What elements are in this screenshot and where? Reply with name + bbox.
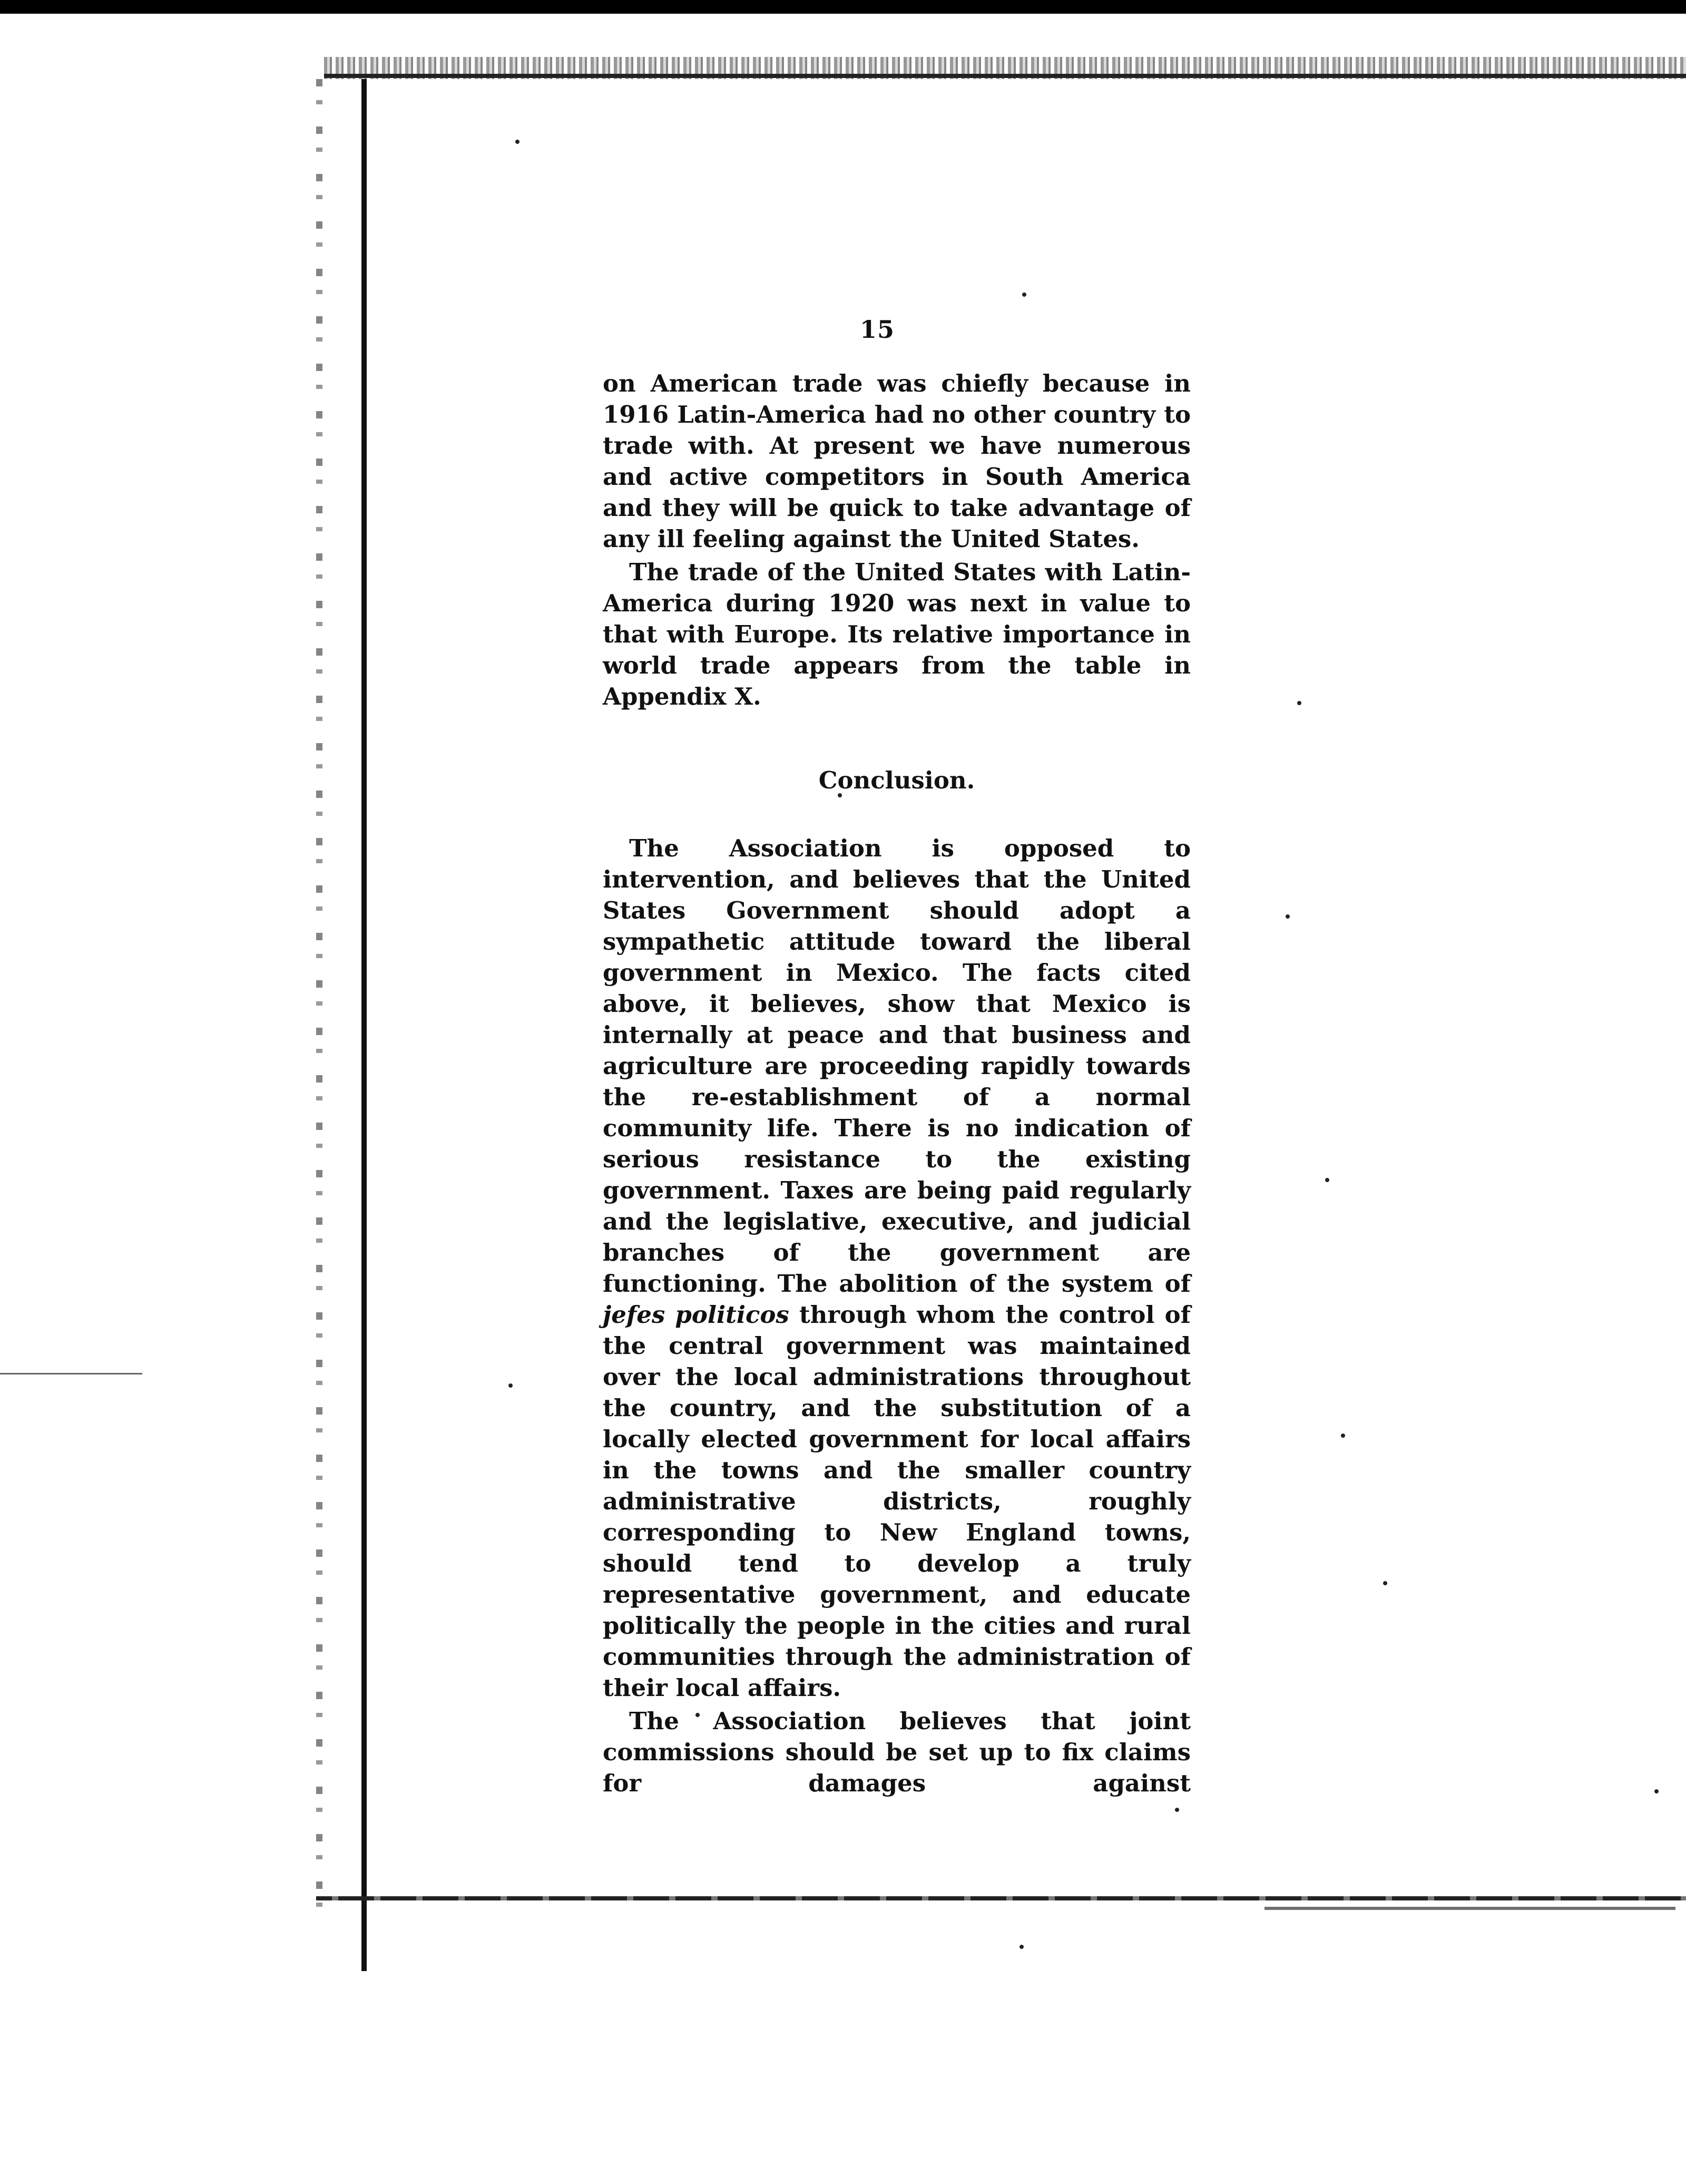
scan-speck bbox=[1286, 914, 1290, 919]
paragraph-conclusion-1 bbox=[603, 833, 1191, 1703]
scan-speck bbox=[508, 1383, 513, 1388]
scan-speck bbox=[1175, 1808, 1179, 1812]
conclusion-text-part-2: through whom the control of the central government was maintained over the local administrations throughout the country, and the substitution of a locally elected government for local affairs in the towns and the smaller country administrative districts, roughly corresponding to New England towns, should tend to develop a truly representative government, and educate politically the people in the cities and rural communities through the administration of their local affairs. bbox=[603, 1301, 1191, 1702]
paragraph-conclusion-2: The Association believes that joint commissions should be set up to fix claims for damages against bbox=[603, 1707, 1191, 1797]
scan-speck bbox=[1020, 1945, 1024, 1949]
scan-speck bbox=[1022, 292, 1026, 297]
scan-speck bbox=[515, 140, 519, 144]
page-number: 15 bbox=[859, 315, 895, 344]
scan-bottom-edge bbox=[316, 1896, 1686, 1900]
scan-left-stripe bbox=[316, 79, 322, 1924]
conclusion-italic-term: jefes politicos bbox=[603, 1301, 789, 1329]
scan-top-edge-line bbox=[324, 74, 1686, 78]
scan-speck bbox=[1654, 1789, 1659, 1793]
section-heading: Conclusion. bbox=[818, 766, 975, 794]
scan-speck bbox=[1297, 701, 1301, 705]
conclusion-text-part-1: The Association is opposed to intervention, and believes that the United States Government should adopt a sympathetic attitude toward the liberal government in Mexico. The facts cited above, it believes, show that Mexico is internally at peace and that business and agriculture are proceeding rapidly towards the re-establishment of a normal community life. There is no indication of serious resistance to the existing government. Taxes are being paid regularly and the legislative, executive, and judicial branches of the government are functioning. The abolition of the system of bbox=[603, 834, 1191, 1298]
scan-left-hairline bbox=[0, 1373, 142, 1374]
scan-speck bbox=[1341, 1434, 1345, 1438]
text-column bbox=[603, 368, 1191, 1799]
scan-bottom-edge-fragment bbox=[1264, 1907, 1675, 1910]
scan-left-spine bbox=[361, 79, 367, 1971]
scan-top-border bbox=[0, 0, 1686, 14]
paragraph-continued: on American trade was chiefly because in 1916 Latin-America had no other country to trade with. At present we have numerous and active competitors in South America and they will be quick to take advantage of any ill feeling against the United States. bbox=[603, 369, 1191, 553]
scan-speck bbox=[1383, 1581, 1387, 1585]
scan-speck bbox=[1325, 1178, 1329, 1182]
paragraph-trade-1920: The trade of the United States with Latin-America during 1920 was next in value to that with Europe. Its relative importance in world trade appears from the table in Appendix X. bbox=[603, 558, 1191, 710]
